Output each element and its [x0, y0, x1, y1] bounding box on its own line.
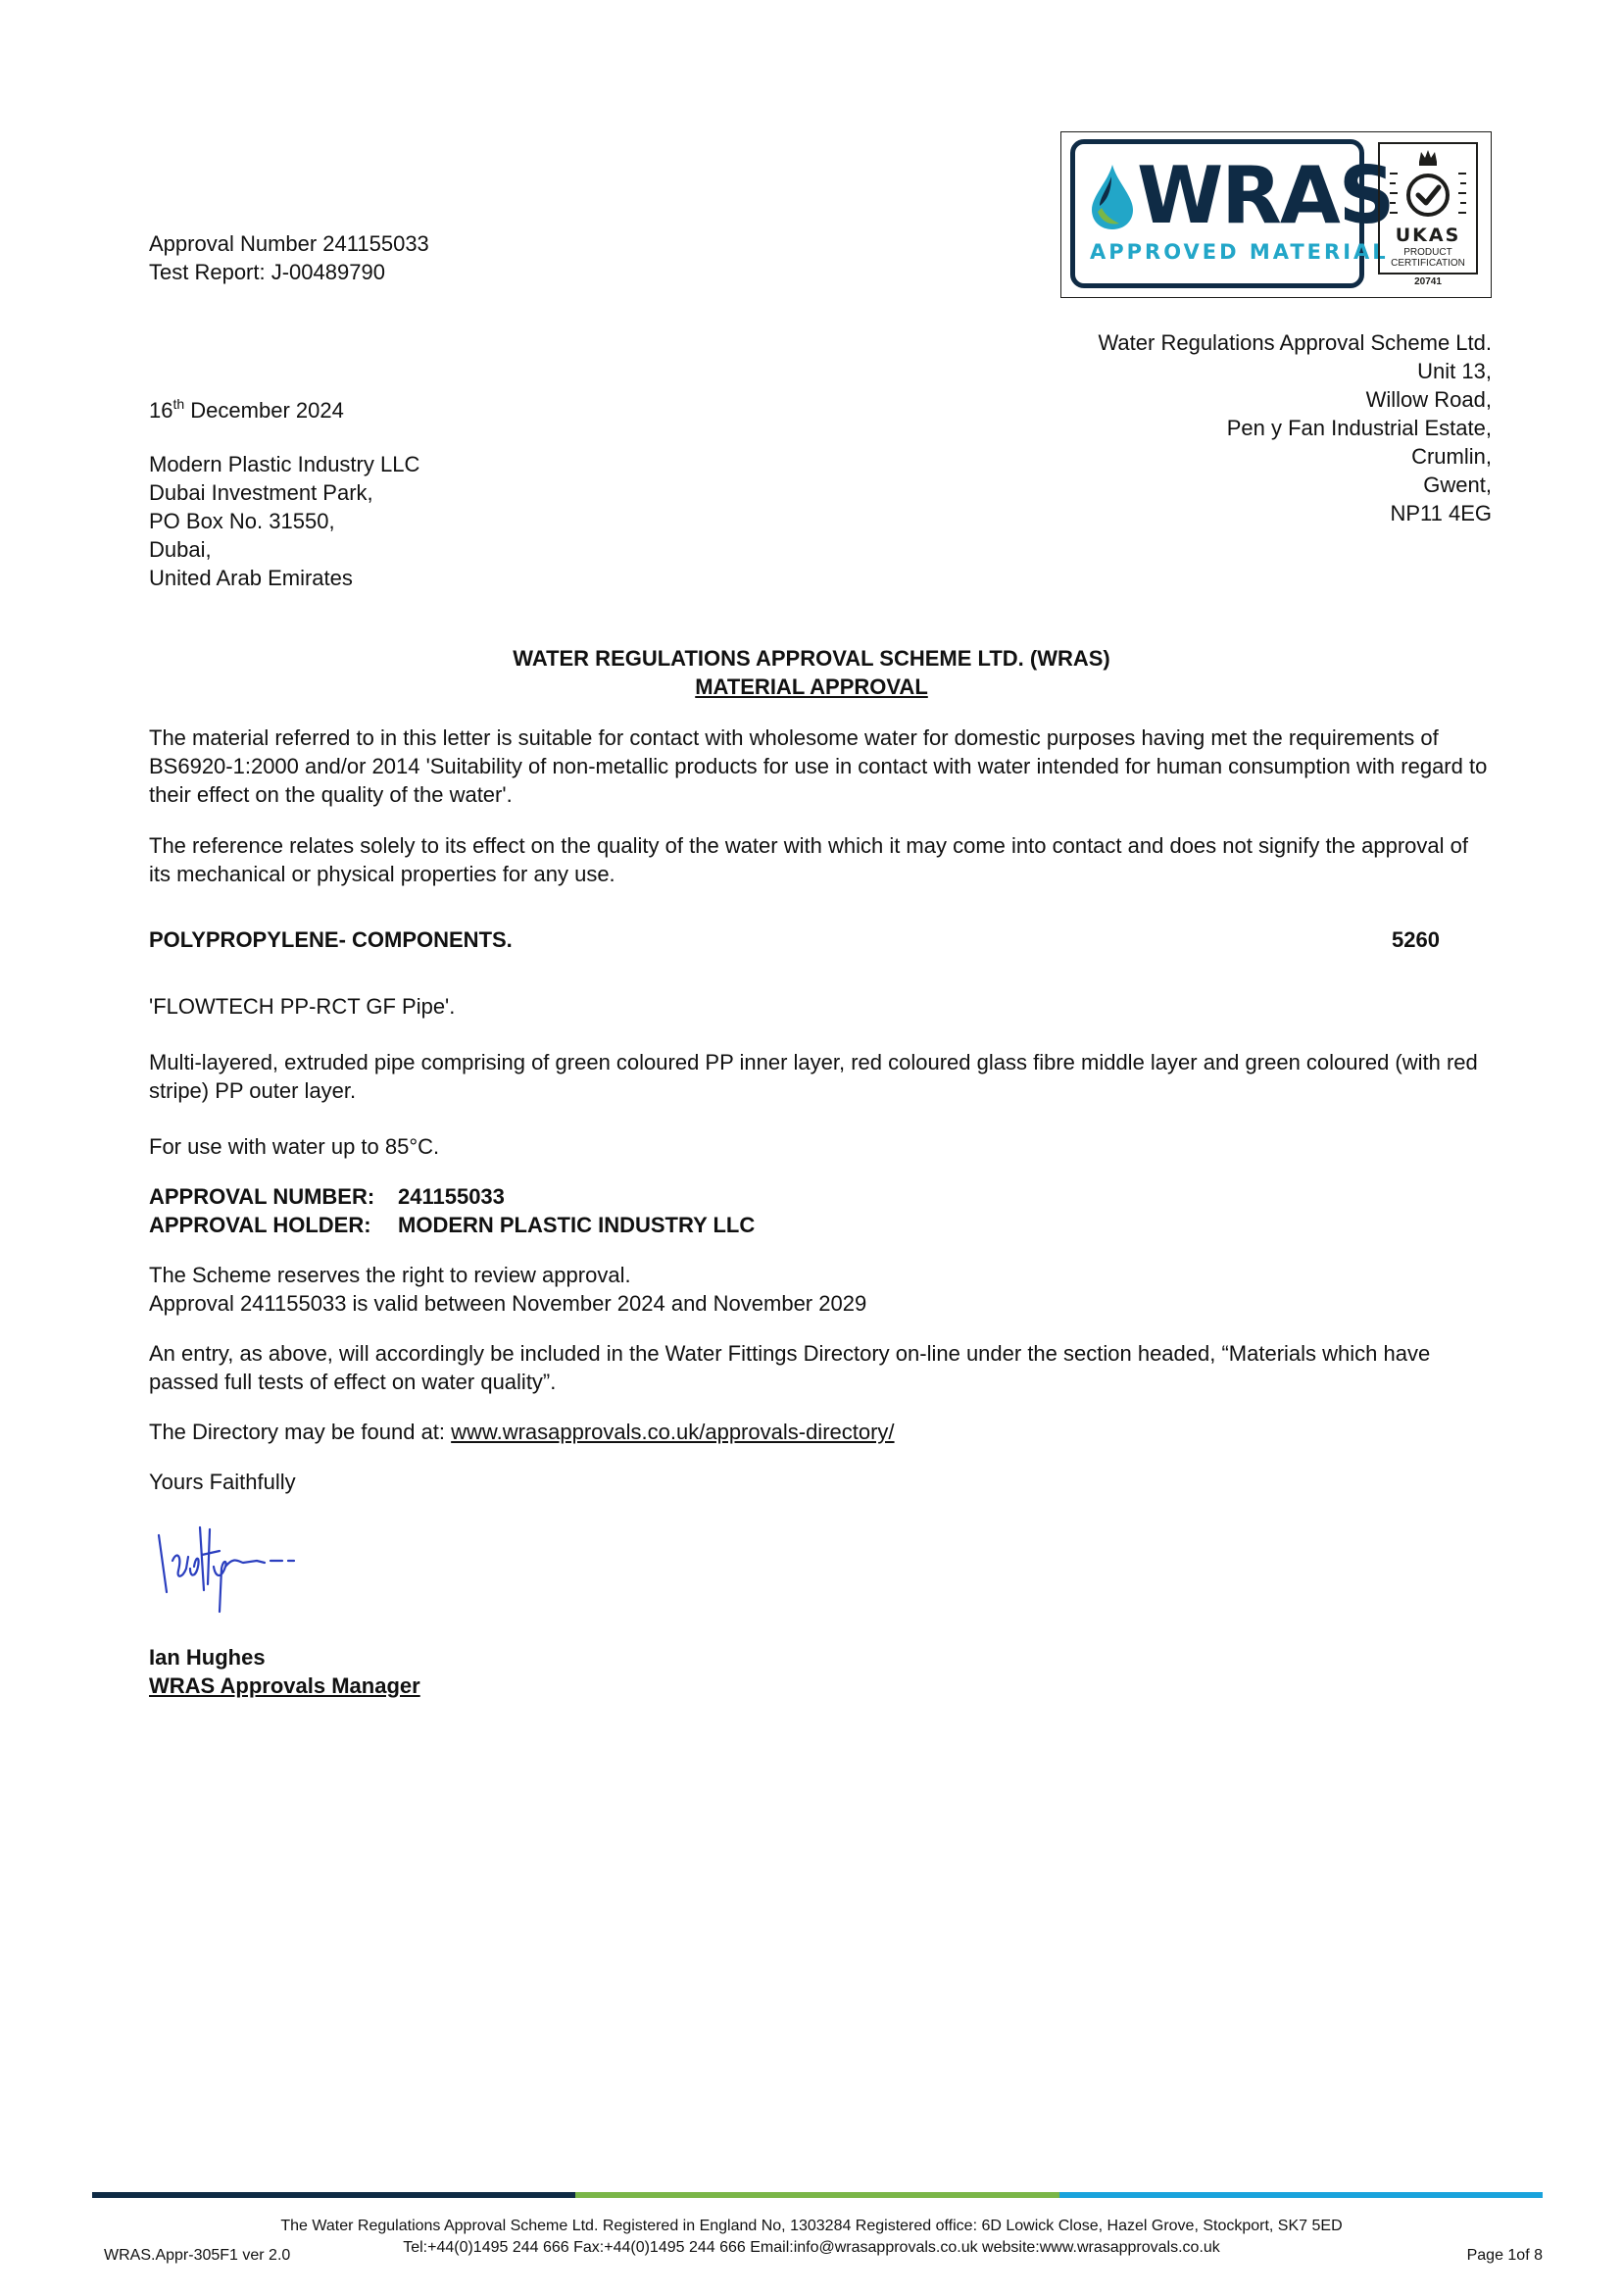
footer-page-number: Page 1of 8: [1466, 2247, 1543, 2264]
letter-date: [149, 396, 344, 424]
directory-paragraph: An entry, as above, will accordingly be included in the Water Fittings Directory on-line under the section headed, “Materials which have passed full tests of effect on water quality”.: [149, 1341, 1431, 1394]
date-suffix: th: [172, 396, 185, 412]
validity-line: Approval 241155033 is valid between November 2024 and November 2029: [149, 1291, 867, 1316]
address-line: Pen y Fan Industrial Estate,: [1226, 416, 1492, 440]
address-line: Willow Road,: [1365, 387, 1492, 412]
signatory-name: Ian Hughes: [149, 1645, 266, 1670]
suitability-paragraph: The material referred to in this letter is suitable for contact with wholesome water for domestic purposes having met the requirements of BS6920-1:2000 and/or 2014 'Suitability of non-metallic products for use in contact with water intended for human consumption with regard to their effect on the quality of the water'.: [149, 725, 1488, 807]
recipient-line: Modern Plastic Industry LLC: [149, 452, 420, 476]
address-line: Unit 13,: [1417, 359, 1492, 383]
signatory-title: WRAS Approvals Manager: [149, 1673, 420, 1698]
footer-bar-navy: [92, 2192, 575, 2198]
approval-holder-label: APPROVAL HOLDER:: [149, 1213, 371, 1237]
heading-title: WATER REGULATIONS APPROVAL SCHEME LTD. (WRAS): [513, 646, 1110, 671]
closing-salutation: Yours Faithfully: [149, 1470, 296, 1494]
recipient-address: [149, 450, 419, 592]
ukas-wordmark: UKAS: [1395, 225, 1461, 246]
ukas-crown-tick-icon: [1382, 144, 1474, 234]
water-drop-icon: [1088, 163, 1137, 231]
handwritten-signature: [155, 1522, 302, 1620]
ukas-accreditation-number: 20741: [1414, 276, 1442, 287]
directory-link[interactable]: www.wrasapprovals.co.uk/approvals-directory/: [451, 1420, 895, 1444]
footer-form-code: WRAS.Appr-305F1 ver 2.0: [104, 2247, 291, 2264]
document-heading: [0, 644, 1623, 701]
sender-address: [1098, 328, 1492, 527]
recipient-line: Dubai Investment Park,: [149, 480, 373, 505]
product-description: Multi-layered, extruded pipe comprising of green coloured PP inner layer, red coloured glass fibre middle layer and green coloured (with red stripe) PP outer layer.: [149, 1050, 1478, 1103]
material-name: POLYPROPYLENE- COMPONENTS.: [149, 927, 513, 952]
approval-holder-row: [149, 1211, 755, 1239]
date-rest: December 2024: [184, 398, 344, 423]
heading-subtitle: MATERIAL APPROVAL: [695, 674, 928, 699]
product-temperature: For use with water up to 85°C.: [149, 1134, 440, 1159]
review-line: The Scheme reserves the right to review approval.: [149, 1263, 631, 1287]
footer-contact: Tel:+44(0)1495 244 666 Fax:+44(0)1495 244 666 Email:info@wrasapprovals.co.uk website:www.wrasapprovals.co.uk: [403, 2239, 1220, 2256]
recipient-line: United Arab Emirates: [149, 566, 353, 590]
wras-tagline: APPROVED MATERIAL: [1090, 240, 1389, 264]
recipient-line: PO Box No. 31550,: [149, 509, 335, 533]
ukas-product-label: PRODUCT: [1403, 247, 1452, 258]
address-line: Crumlin,: [1411, 444, 1492, 469]
footer-color-bar: [92, 2192, 1543, 2198]
material-code: 5260: [1392, 927, 1440, 952]
footer-bar-blue: [1059, 2192, 1543, 2198]
footer-bar-green: [575, 2192, 1058, 2198]
date-day: 16: [149, 398, 173, 423]
wras-wordmark: WRAS: [1137, 150, 1394, 241]
footer-registration: The Water Regulations Approval Scheme Ltd. Registered in England No, 1303284 Registered office: 6D Lowick Close, Hazel Grove, Stockport, SK7 5ED: [280, 2218, 1343, 2234]
approval-number-label: APPROVAL NUMBER:: [149, 1184, 375, 1209]
recipient-line: Dubai,: [149, 537, 212, 562]
directory-link-line: [149, 1418, 1492, 1446]
approval-number-ref: Approval Number 241155033: [149, 231, 429, 256]
approval-details: [149, 1182, 755, 1239]
reference-block: [149, 229, 429, 286]
ukas-certification-label: CERTIFICATION: [1391, 258, 1465, 269]
approval-number-value: 241155033: [398, 1184, 505, 1209]
address-line: NP11 4EG: [1390, 501, 1492, 525]
test-report-ref: Test Report: J-00489790: [149, 260, 385, 284]
product-name: 'FLOWTECH PP-RCT GF Pipe'.: [149, 994, 456, 1019]
signatory-block: [149, 1643, 420, 1700]
approval-number-row: [149, 1182, 755, 1211]
approval-holder-value: MODERN PLASTIC INDUSTRY LLC: [398, 1213, 756, 1237]
directory-prefix: The Directory may be found at:: [149, 1420, 452, 1444]
review-paragraph: [149, 1261, 1492, 1318]
address-line: Water Regulations Approval Scheme Ltd.: [1098, 330, 1492, 355]
address-line: Gwent,: [1423, 473, 1492, 497]
scope-paragraph: The reference relates solely to its effect on the quality of the water with which it may come into contact and does not signify the approval of its mechanical or physical properties for any use.: [149, 833, 1468, 886]
